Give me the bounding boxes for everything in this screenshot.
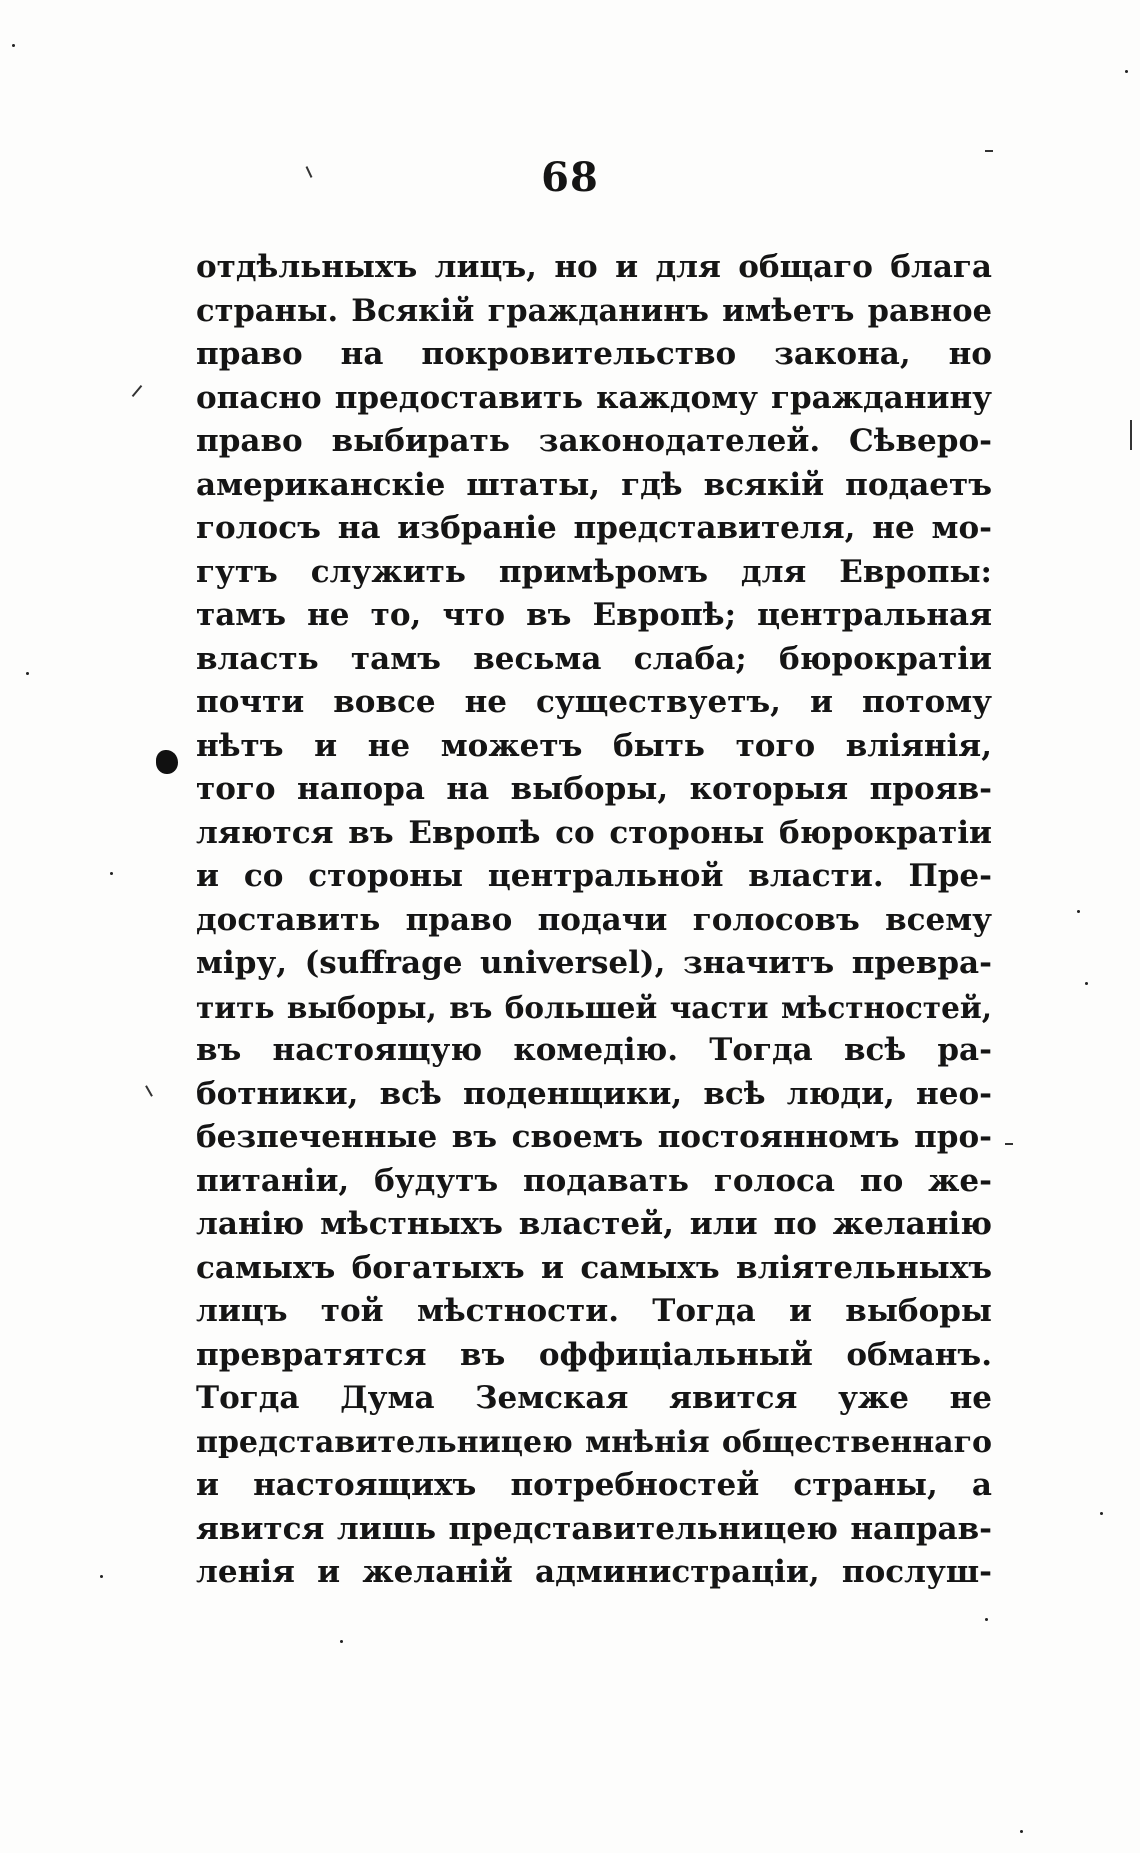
scan-speck [985, 1618, 988, 1621]
ink-blot [156, 750, 178, 774]
text-line: самыхъ богатыхъ и самыхъ вліятельныхъ [196, 1249, 992, 1286]
text-line: ланію мѣстныхъ властей, или по желанію [196, 1206, 992, 1242]
text-line: ленія и желаній администраціи, послуш- [196, 1554, 992, 1590]
scan-speck [26, 672, 29, 675]
scan-speck [1100, 1512, 1103, 1515]
text-line: власть тамъ весьма слаба; бюрократіи [196, 640, 992, 677]
text-line: американскіе штаты, гдѣ всякій подаетъ [196, 466, 992, 503]
scan-mark [1005, 1143, 1013, 1145]
text-line: страны. Всякій гражданинъ имѣетъ равное [196, 292, 992, 329]
text-line: право выбирать законодателей. Сѣверо- [196, 423, 992, 459]
scan-mark [1130, 420, 1132, 450]
scan-speck [1085, 982, 1088, 985]
text-line: почти вовсе не существуетъ, и потому [196, 684, 992, 720]
text-line: нѣтъ и не можетъ быть того вліянія, [196, 727, 992, 764]
scan-mark [132, 385, 143, 397]
text-line: ляются въ Европѣ со стороны бюрократіи [196, 814, 992, 851]
text-line: представительницею мнѣнія общественнаго [196, 1424, 992, 1460]
text-line: опасно предоставить каждому гражданину [196, 379, 992, 416]
scan-speck [12, 44, 15, 47]
text-line: Тогда Дума Земская явится уже не [196, 1380, 992, 1416]
text-line: отдѣльныхъ лицъ, но и для общаго блага [196, 249, 992, 285]
scan-speck [110, 872, 113, 875]
text-line: питаніи, будутъ подавать голоса по же- [196, 1162, 992, 1199]
page-number: 68 [541, 154, 599, 201]
text-line: тамъ не то, что въ Европѣ; центральная [196, 597, 992, 633]
text-line: безпеченные въ своемъ постоянномъ про- [196, 1119, 992, 1155]
scan-speck [1020, 1830, 1023, 1833]
text-line: лицъ той мѣстности. Тогда и выборы [196, 1293, 992, 1329]
scan-mark [145, 1085, 153, 1096]
scan-speck [100, 1575, 103, 1578]
scan-speck [1077, 910, 1080, 913]
text-line: того напора на выборы, которыя прояв- [196, 771, 992, 807]
text-line: голосъ на избраніе представителя, не мо- [196, 510, 992, 546]
text-line: въ настоящую комедію. Тогда всѣ ра- [196, 1032, 992, 1068]
text-line: и настоящихъ потребностей страны, а [196, 1467, 992, 1503]
text-line: право на покровительство закона, но [196, 336, 992, 372]
scan-speck [1125, 70, 1128, 73]
body-text [196, 246, 992, 1595]
scan-mark [985, 150, 993, 152]
text-line: и со стороны центральной власти. Пре- [196, 858, 992, 894]
scan-speck [340, 1640, 343, 1643]
text-line: гутъ служить примѣромъ для Европы: [196, 553, 992, 590]
text-line: міру, (suffrage universel), значитъ превра- [196, 945, 992, 981]
text-line: явится лишь представительницею направ- [196, 1510, 992, 1547]
text-line: доставить право подачи голосовъ всему [196, 901, 992, 938]
text-line: ботники, всѣ поденщики, всѣ люди, нео- [196, 1075, 992, 1112]
text-line: тить выборы, въ большей части мѣстностей, [196, 989, 992, 1025]
text-line: превратятся въ оффиціальный обманъ. [196, 1336, 992, 1373]
